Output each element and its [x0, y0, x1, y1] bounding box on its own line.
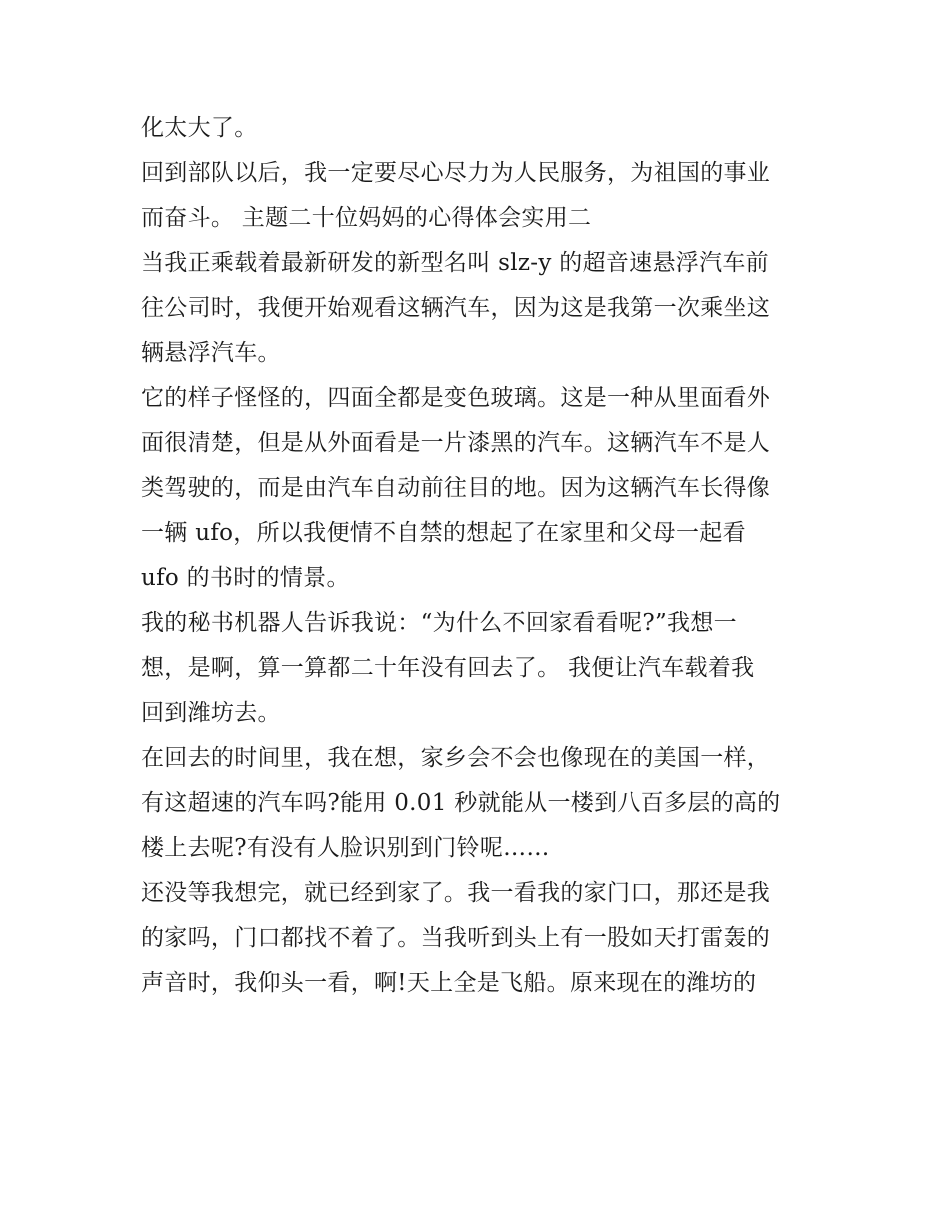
- text-line: 往公司时，我便开始观看这辆汽车，因为这是我第一次乘坐这: [141, 295, 771, 321]
- paragraph-6: [141, 736, 821, 871]
- paragraph-5: [141, 601, 821, 736]
- text-line: 回到部队以后，我一定要尽心尽力为人民服务，为祖国的事业: [141, 160, 771, 186]
- text-line: 在回去的时间里，我在想，家乡会不会也像现在的美国一样，: [141, 745, 771, 771]
- text-line: 面很清楚，但是从外面看是一片漆黑的汽车。这辆汽车不是人: [141, 430, 771, 456]
- paragraph-1: [141, 106, 821, 151]
- text-line: 声音时，我仰头一看，啊!天上全是飞船。原来现在的潍坊的: [141, 970, 757, 996]
- text-line: 它的样子怪怪的，四面全都是变色玻璃。这是一种从里面看外: [141, 385, 771, 411]
- paragraph-3: [141, 241, 821, 376]
- paragraph-2: [141, 151, 821, 241]
- text-line: 还没等我想完，就已经到家了。我一看我的家门口，那还是我: [141, 880, 771, 906]
- paragraph-4: [141, 376, 821, 601]
- text-line: 有这超速的汽车吗?能用 0.01 秒就能从一楼到八百多层的高的: [141, 790, 781, 816]
- text-line: 我的秘书机器人告诉我说：“为什么不回家看看呢?”我想一: [141, 610, 737, 636]
- text-line: 一辆 ufo，所以我便情不自禁的想起了在家里和父母一起看: [141, 520, 746, 546]
- document-body: [141, 106, 821, 1006]
- text-line: 楼上去呢?有没有人脸识别到门铃呢……: [141, 835, 550, 861]
- text-line: 化太大了。: [141, 115, 258, 141]
- paragraph-7: [141, 871, 821, 1006]
- text-line: 当我正乘载着最新研发的新型名叫 slz-y 的超音速悬浮汽车前: [141, 250, 769, 276]
- text-line: 而奋斗。 主题二十位妈妈的心得体会实用二: [141, 205, 592, 231]
- text-line: 类驾驶的，而是由汽车自动前往目的地。因为这辆汽车长得像: [141, 475, 771, 501]
- text-line: 的家吗，门口都找不着了。当我听到头上有一股如天打雷轰的: [141, 925, 771, 951]
- text-line: ufo 的书时的情景。: [141, 565, 350, 591]
- text-line: 辆悬浮汽车。: [141, 340, 281, 366]
- text-line: 回到潍坊去。: [141, 700, 281, 726]
- text-line: 想，是啊，算一算都二十年没有回去了。 我便让汽车载着我: [141, 655, 755, 681]
